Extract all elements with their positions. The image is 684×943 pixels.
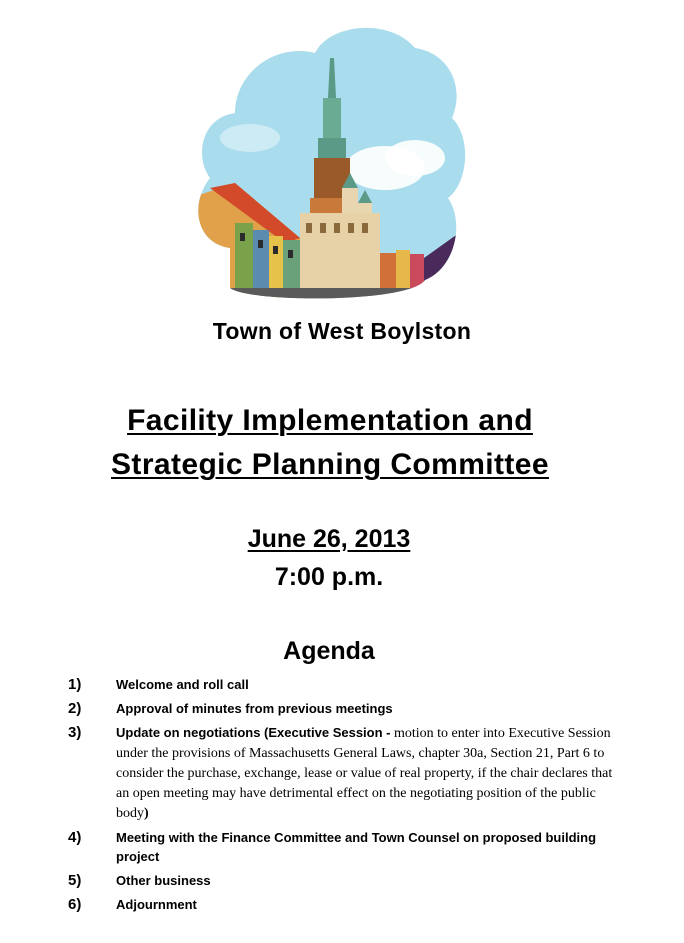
agenda-item-number: 1) <box>68 676 82 693</box>
agenda-item-number: 2) <box>68 700 82 717</box>
meeting-time: 7:00 p.m. <box>274 563 384 591</box>
agenda-item <box>68 675 628 694</box>
meeting-date: June 26, 2013 <box>247 525 411 553</box>
agenda-item-number: 4) <box>68 829 82 846</box>
agenda-item-number: 3) <box>68 724 82 741</box>
agenda-item-text: Adjournment <box>116 897 197 912</box>
agenda-heading: Agenda <box>283 637 375 665</box>
town-name: Town of West Boylston <box>212 318 472 344</box>
agenda-item <box>68 895 628 914</box>
agenda-item-closing: ) <box>144 806 149 821</box>
agenda-item <box>68 871 628 890</box>
committee-title <box>0 399 660 487</box>
committee-title-line2: Strategic Planning Committee <box>111 448 549 481</box>
agenda-item-text: Welcome and roll call <box>116 677 249 692</box>
agenda-item <box>68 723 628 823</box>
agenda-item <box>68 699 628 718</box>
agenda-item-text: Update on negotiations (Executive Session - <box>116 725 391 740</box>
agenda-item-number: 6) <box>68 896 82 913</box>
agenda-item-text: Other business <box>116 873 211 888</box>
agenda-item-number: 5) <box>68 872 82 889</box>
agenda-item-text: Meeting with the Finance Committee and Town Counsel on proposed building project <box>116 830 597 864</box>
agenda-item-detail: motion to enter into Executive Session under the provisions of Massachusetts General Laws, chapter 30a, Section 21, Part 6 to consider the purchase, exchange, lease or value of real property, if the chair declares that an open meeting may have detrimental effect on the negotiating position of the public body <box>116 726 613 821</box>
agenda-item <box>68 828 628 866</box>
agenda-item-text: Approval of minutes from previous meetings <box>116 701 393 716</box>
town-square-illustration <box>190 18 466 300</box>
committee-title-line1: Facility Implementation and <box>127 404 533 437</box>
agenda-list <box>68 675 628 919</box>
